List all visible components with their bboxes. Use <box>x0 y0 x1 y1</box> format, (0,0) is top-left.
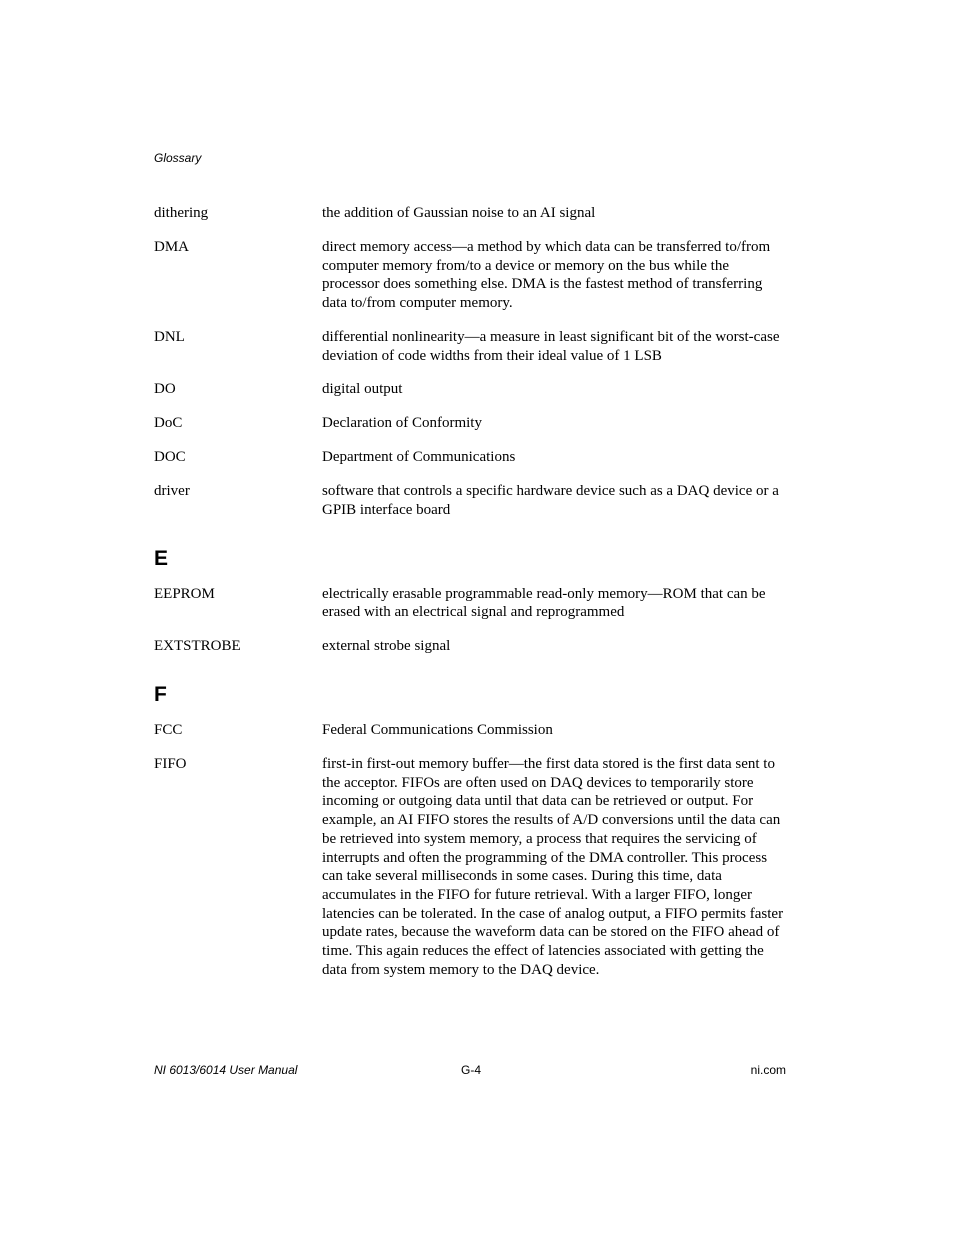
glossary-definition: digital output <box>322 381 403 398</box>
footer-page-number: G-4 <box>461 1063 482 1077</box>
glossary-definition: differential nonlinearity—a measure in least significant bit of the worst-case deviation of code widths from their ideal value of 1 LSB <box>322 328 780 364</box>
footer-website: ni.com <box>750 1063 786 1077</box>
glossary-section-d <box>154 204 790 520</box>
section-letter-heading: F <box>154 683 167 707</box>
glossary-term: DNL <box>154 328 185 345</box>
glossary-entry <box>154 328 790 365</box>
glossary-entry <box>154 448 790 467</box>
glossary-definition: Declaration of Conformity <box>322 415 482 432</box>
glossary-term: DoC <box>154 415 183 432</box>
glossary-definition: Department of Communications <box>322 449 516 466</box>
glossary-term: EEPROM <box>154 585 215 602</box>
glossary-definition: software that controls a specific hardware device such as a DAQ device or a GPIB interface board <box>322 483 779 518</box>
glossary-entry <box>154 585 790 622</box>
glossary-term: driver <box>154 483 190 500</box>
glossary-term: EXTSTROBE <box>154 638 241 655</box>
glossary-section-e <box>154 547 790 656</box>
glossary-entry <box>154 380 790 399</box>
glossary-term: dithering <box>154 205 209 221</box>
footer-manual-title: NI 6013/6014 User Manual <box>154 1063 298 1077</box>
glossary-definition: external strobe signal <box>322 638 451 655</box>
glossary-definition: Federal Communications Commission <box>322 722 553 739</box>
glossary-term: FIFO <box>154 756 187 773</box>
glossary-entry <box>154 637 790 656</box>
glossary-body <box>154 204 790 994</box>
glossary-definition: first-in first-out memory buffer—the first data stored is the first data sent to the acceptor. FIFOs are often used on DAQ devices to temporarily store incoming or outgoing data until that data can be retrieved or output. For example, an AI FIFO stores the results of A/D conversions until the data can be retrieved into system memory, a process that requires the servicing of interrupts and often the programming of the DMA controller. This process can take several milliseconds in some cases. During this time, data accumulates in the FIFO for future retrieval. With a larger FIFO, longer latencies can be tolerated. In the case of analog output, a FIFO permits faster update rates, because the waveform data can be stored on the FIFO ahead of time. This again reduces the effect of latencies associated with getting the data from system memory to the DAQ device. <box>322 756 784 978</box>
glossary-definition: the addition of Gaussian noise to an AI signal <box>322 205 596 221</box>
section-letter-heading: E <box>154 546 169 570</box>
glossary-term: DMA <box>154 239 190 255</box>
running-header: Glossary <box>154 151 202 165</box>
glossary-entry <box>154 721 790 740</box>
glossary-term: DO <box>154 381 176 398</box>
glossary-entry <box>154 755 790 979</box>
glossary-entry <box>154 414 790 433</box>
glossary-entry <box>154 238 790 313</box>
glossary-section-f <box>154 683 790 979</box>
glossary-term: FCC <box>154 722 183 739</box>
glossary-term: DOC <box>154 449 186 466</box>
glossary-entry <box>154 482 790 519</box>
glossary-definition: electrically erasable programmable read-only memory—ROM that can be erased with an electrical signal and reprogrammed <box>322 585 766 621</box>
glossary-entry <box>154 204 790 223</box>
glossary-definition: direct memory access—a method by which data can be transferred to/from computer memory from/to a device or memory on the bus while the processor does something else. DMA is the fastest method of transferring data to/from computer memory. <box>322 239 771 312</box>
